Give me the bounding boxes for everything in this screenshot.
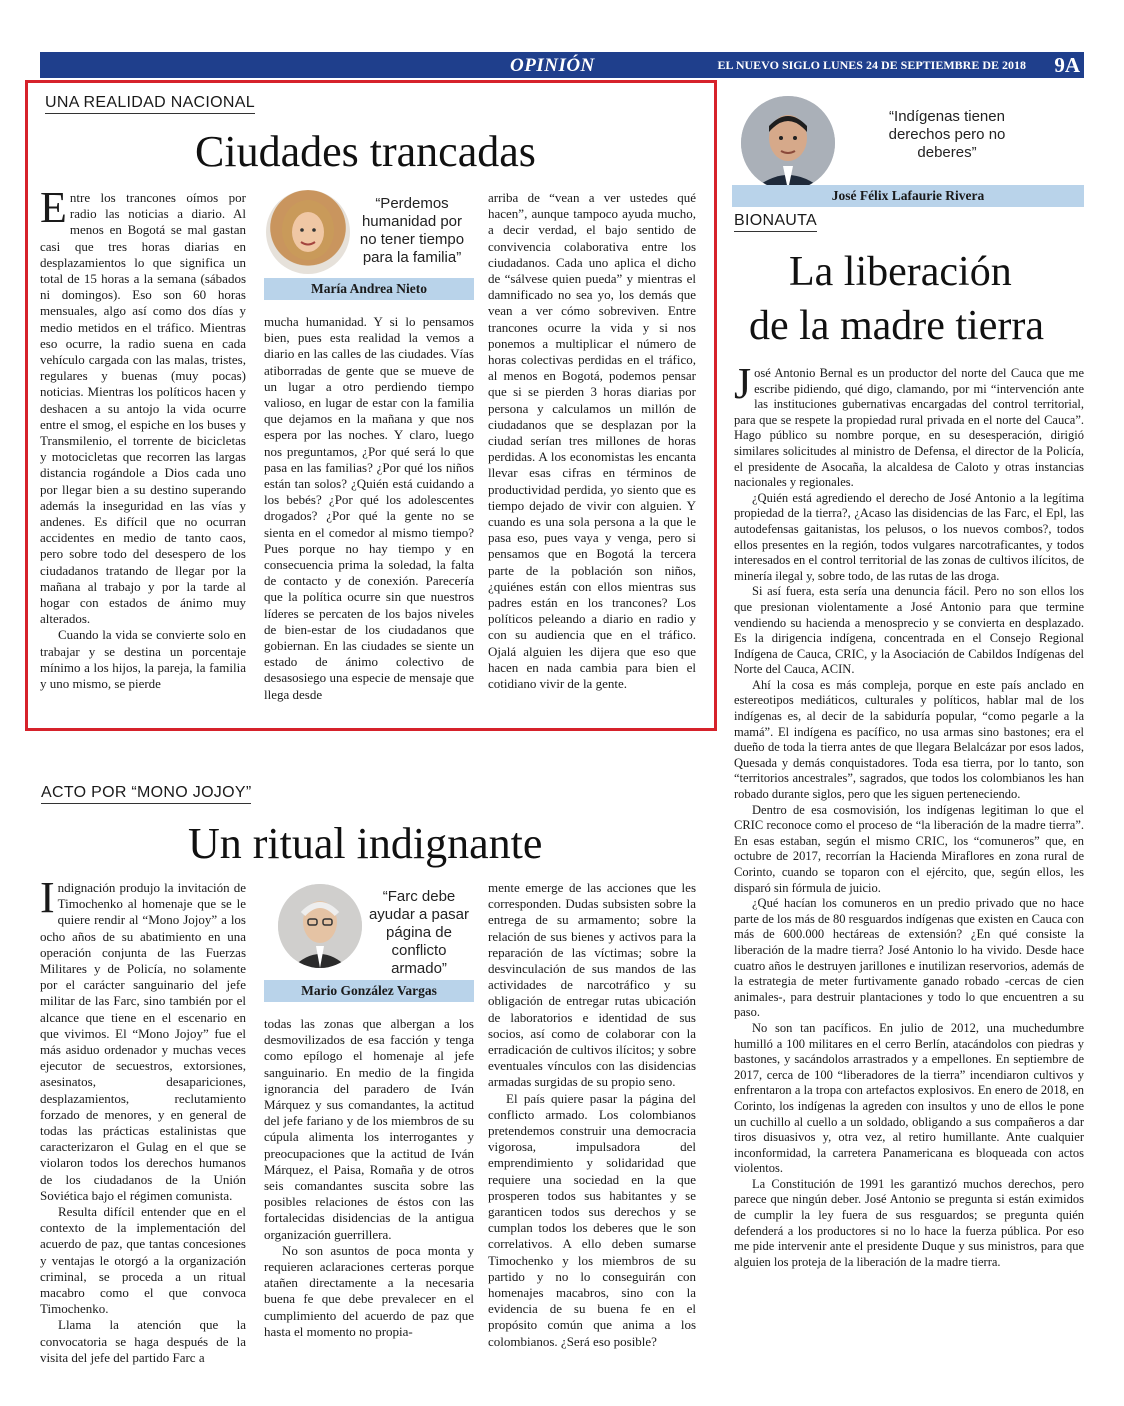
article1-kicker: UNA REALIDAD NACIONAL	[45, 94, 255, 114]
publication-date: EL NUEVO SIGLO LUNES 24 DE SEPTIEMBRE DE 2018	[717, 58, 1026, 72]
author-photo	[266, 190, 350, 274]
article2-title: Un ritual indignante	[188, 819, 543, 868]
article1-title: Ciudades trancadas	[195, 127, 536, 176]
article3-author-name: José Félix Lafaurie Rivera	[732, 185, 1084, 207]
article2-pull-quote: “Farc debe ayudar a pasar página de conflicto armado”	[368, 888, 470, 977]
article2-paragraph: mente emerge de las acciones que les corresponden. Dudas subsisten sobre la entrega de su armamento; sobre la relación de sus bienes y activos para la reparación de las víctimas; sobre la desvinculación de sus mandos de las actividades de narcotráfico y su obligación de entregar rutas ubicación de laboratorios e identidad de sus socios, así como de colaborar con la erradicación de cultivos ilícitos; y sobre eventuales vínculos con las disidencias armadas surgidas de su propio seno.	[488, 880, 696, 1090]
article2-paragraph: El país quiere pasar la página del conflicto armado. Los colombianos pretendemos construir una democracia vigorosa, impulsadora del emprendimiento y solidaridad que requiere una sociedad en la que prosperen todos sus habitantes y se garanticen todos sus derechos y se cumplan todos los deberes que le son correlativos. A ello deben sumarse Timochenko y los miembros de su partido y no lo conseguirán con homenajes macabros, sino con la evidencia de su buena fe en el propósito común que anima a los colombianos. ¿Será eso posible?	[488, 1090, 696, 1349]
article2-paragraph: Llama la atención que la convocatoria se haga después de la visita del jefe del partido Farc a	[40, 1317, 246, 1365]
article1-column-3	[488, 190, 696, 720]
article3-paragraph: José Antonio Bernal es un productor del norte del Cauca que me escribe pidiendo, qué digo, clamando, por mi “intervención ante las instituciones gubernativas encargadas del control territorial, para que se respete la propiedad rural privada en el norte del Cauca”. Hago público su nombre porque, en su desesperación, dirigió similares solicitudes al ministro de Defensa, el director de la Policía, el presidente de Asocaña, la alcaldesa de Caloto y otras instancias nacionales y regionales.	[734, 366, 1084, 490]
article2-column-3	[488, 880, 696, 1374]
article1-column-1	[40, 190, 246, 720]
article1-paragraph: Entre los trancones oímos por radio las noticias a diario. Al menos en Bogotá se mal gastan casi que tres horas diarias en desplazamientos lo que significa un total de 15 horas a la semana (sábados ni domingos). Eso son 60 horas mensuales, algo así como dos días y medio metidos en el tráfico. Mientras eso ocurre, la radio suena en cada vehículo cargada con las malas, tristes, regulares y buenas (muy pocas) noticias. Mientras los políticos hacen y deshacen a su antojo la vida ocurre entre el smog, el espiche en los buses y Transmilenio, el torrente de bicicletas y motocicletas que recorren las largas distancia rogándole a Dios cada uno por llegar bien a su destino superando además la inseguridad en las vías y andenes. Es difícil que no ocurran accidentes en medio de tanto caos, pero sobre todo del desespero de los ciudadanos tratando de llegar por la mañana al trabajo y por la tarde al hogar con estados de ánimo muy alterados.	[40, 190, 246, 627]
article2-paragraph: Resulta difícil entender que en el contexto de la implementación del acuerdo de paz, que tantas concesiones y ventajas le otorgó a la organización criminal, se proceda a un ritual macabro como el que convoca Timochenko.	[40, 1204, 246, 1317]
section-header-bar	[40, 52, 1084, 78]
article3-paragraph: Dentro de esa cosmovisión, los indígenas legitiman lo que el CRIC reconoce como el proceso de “la liberación de la madre tierra”. En esas estaban, según el mismo CRIC, los “comuneros” que, en octubre de 2017, recorrían la Hacienda Miraflores en zona rural de Corinto, cuando se toparon con el ejército, que, según ellos, les disparó sin fórmula de juicio.	[734, 802, 1084, 895]
article2-kicker: ACTO POR “MONO JOJOY”	[41, 784, 251, 804]
dropcap: E	[40, 190, 67, 232]
article3-kicker: BIONAUTA	[734, 212, 817, 232]
page-number: 9A	[1054, 53, 1080, 77]
dropcap: I	[40, 880, 55, 922]
article1-pull-quote: “Perdemos humanidad por no tener tiempo para la familia”	[359, 195, 465, 266]
article2-paragraph: No son asuntos de poca monta y requieren aclaraciones certeras porque atañen directamente a la necesaria buena fe que debe prevalecer en el cumplimiento del acuerdo de paz que hasta el momento no propia-	[264, 1242, 474, 1339]
article3-paragraph: La Constitución de 1991 les garantizó muchos derechos, pero parece que ningún deber. José Antonio se pregunta si están eximidos de cumplir la ley fuera de sus resguardos; se pregunta quién defenderá a los productores si no lo hace la fuerza pública. Por eso me pide intervenir ante el presidente Duque y sus ministros, para que alguien los proteja de la liberación de la madre tierra.	[734, 1176, 1084, 1269]
article1-paragraph: Cuando la vida se convierte solo en trabajar y se destina un porcentaje mínimo a los hijos, la pareja, la familia y uno mismo, se pierde	[40, 627, 246, 692]
article2-paragraph: Indignación produjo la invitación de Timochenko al homenaje que se le quiere rendir al “Mono Jojoy” a los ocho años de su abatimiento en una operación conjunta de las Fuerzas Militares y de Policía, no solamente por el carácter sanguinario del jefe militar de las Farc, sino también por el alcance que tiene en el escenario en que vivimos. El “Mono Jojoy” fue el más asiduo ordenador y muchas veces ejecutor de secuestros, extorsiones, asesinatos, desapariciones, desplazamientos, reclutamiento forzado de menores, y en general de todas las prácticas estalinistas que caracterizaron el Gulag en el que se violaron todos los derechos humanos de los ciudadanos de la Unión Soviética bajo el régimen comunista.	[40, 880, 246, 1203]
author-photo	[741, 96, 835, 190]
article3-paragraph: Si así fuera, esta sería una denuncia fácil. Pero no son ellos los que presionan violentamente a José Antonio para que termine vendiendo su hacienda a menosprecio y se convierta en desplazado. Es la dirigencia indígena, concentrada en el Consejo Regional Indígena de Cauca, CRIC, y la Asociación de Cabildos Indígenas del Norte del Cauca, ACIN.	[734, 584, 1084, 677]
dropcap: J	[734, 366, 752, 408]
article3-paragraph: No son tan pacíficos. En julio de 2012, una muchedumbre humilló a 100 militares en el cerro Berlín, atacándolos con piedras y bastones, y sacándolos arrastrados y a empellones. En septiembre de 2017, cerca de 100 “liberadores de la tierra” incendiaron cultivos y enfrentaron a la tropa con artefactos explosivos. En enero de 2018, en Corinto, los indígenas la agreden con insultos y uno de ellos le pone un cuchillo al cuello a un soldado, obligando a sus compañeros a dar tiros disuasivos y, otra vez, al retiro humillante. Ante cualquier inconformidad, la carretera Panamericana es bloqueada con actos violentos.	[734, 1020, 1084, 1176]
article3-column	[734, 366, 1084, 1376]
section-name: OPINIÓN	[510, 55, 595, 76]
article1-paragraph: mucha humanidad. Y si lo pensamos bien, pues esta realidad la vemos a diario en las calles de las ciudades. Vías atiborradas de gente que se mueve de un lugar a otro perdiendo tiempo valioso, en lugar de estar con la familia que dejamos en la mañana y que nos espera por las noches. Y claro, luego nos preguntamos, ¿Por qué será lo que pasa en las familias? ¿Por qué los niños están tan solos? ¿Quién está cuidando a los bebés? ¿Por qué los adolescentes drogados? ¿Por qué la gente no se sienta en el comedor al mismo tiempo? Pues porque no hay tiempo y en consecuencia prima la soledad, la falta de contacto y de conexión. Parecería que la política ocurre sin que nuestros líderes se percaten de los bajos niveles de bien-estar de los ciudadanos que gobiernan. En las ciudades se siente un estado de ánimo colectivo de desasosiego una especie de mensaje que llega desde	[264, 314, 474, 702]
article2-author-name: Mario González Vargas	[264, 980, 474, 1002]
article2-column-2	[264, 1016, 474, 1374]
author-portrait-icon	[266, 190, 350, 274]
author-portrait-icon	[278, 884, 362, 968]
article1-column-2	[264, 314, 474, 720]
author-photo	[278, 884, 362, 968]
article3-pull-quote: “Indígenas tienen derechos pero no deberes”	[888, 108, 1006, 161]
article3-title-line2: de la madre tierra	[749, 303, 1044, 349]
author-portrait-icon	[741, 96, 835, 190]
article1-paragraph: arriba de “vean a ver ustedes qué hacen”, aunque tampoco ayuda mucho, a decir verdad, el bajo sentido de convivencia colaborativa entre los ciudadanos. Cada uno aplica el dicho de “sálvese quien pueda” y mientras el damnificado no sea yo, los demás que vean a ver cómo sobreviven. Entre trancones ocurre la vida y si nos ponemos a multiplicar el número de horas colectivas perdidas en el tráfico, al menos en Bogotá, podemos pensar que si se pierden 3 horas diarias por persona y calculamos un millón de ciudadanos que se desplazan por la ciudad serían tres millones de horas perdidas. A los economistas les encanta llevar esas cifras en términos de productividad perdida, yo siento que es tiempo dejado de vivir con alguien. Y cuando es una sola persona a la que le pasa eso, pues vaya y venga, pero si pensamos que en Bogotá la tercera parte de la población son niños, ¿quiénes están con ellos mientras sus padres están en los trancones? Los políticos peleando a diario en radio y con su audiencia que en el tráfico. Ojalá alguien les dijera que eso que hacen en nada cambia para bien el cotidiano vivir de la gente.	[488, 190, 696, 692]
article3-title-line1: La liberación	[789, 249, 1012, 295]
article3-paragraph: Ahí la cosa es más compleja, porque en este país anclado en estereotipos mediáticos, culturales y políticos, hablar mal de los indígenas es, al decir de la sabiduría popular, “como pegarle a la mamá”. El indígena es pacífico, no usa armas sino bastones; era el dueño de toda la tierra antes de que llegara Belalcázar por esos lados, Quesada y demás conquistadores. Toda esa tierra, por lo tanto, son “territorios ancestrales”, sagrados, que todos los colombianos les han robado durante siglos, pero que les siguen perteneciendo.	[734, 677, 1084, 802]
article3-paragraph: ¿Quién está agrediendo el derecho de José Antonio a la legítima propiedad de la tierra?, ¿Acaso las disidencias de las Farc, el Epl, las autodefensas gaitanistas, los pelusos, o los nuevos combos?, todos ellos presentes en la región, todos vulgares narcotraficantes, y todos interesados en el control territorial de las zonas de cultivos ilícitos, de minería ilegal y, sobre todo, de las rutas de las droga.	[734, 490, 1084, 583]
article3-paragraph: ¿Qué hacían los comuneros en un predio privado que no hace parte de los más de 80 resguardos indígenas que existen en Cauca con más de 600.000 hectáreas de extensión? ¿En qué consiste la liberación de la madre tierra? José Antonio lo ha vivido. Desde hace cuatro años le destruyen jarillones e inutilizan reservorios, además de la estrategia de meter furtivamente ganado robado -cercas de cien animales-, para destruir plantaciones y todo lo que encuentren a su paso.	[734, 896, 1084, 1020]
article2-column-1	[40, 880, 246, 1374]
article1-author-name: María Andrea Nieto	[264, 278, 474, 300]
article2-paragraph: todas las zonas que albergan a los desmovilizados de esa facción y tenga como epílogo el homenaje al jefe sanguinario. En medio de la fingida ignorancia del paradero de Iván Márquez y sus comandantes, la actitud del jefe fariano y de los miembros de su cúpula alimenta los interrogantes y preocupaciones que la actitud de Iván Márquez, el Paisa, Romaña y de otros seis comandantes suscita sobre las posibles relaciones de éstos con las fortalecidas disidencias de la antigua organización guerrillera.	[264, 1016, 474, 1242]
